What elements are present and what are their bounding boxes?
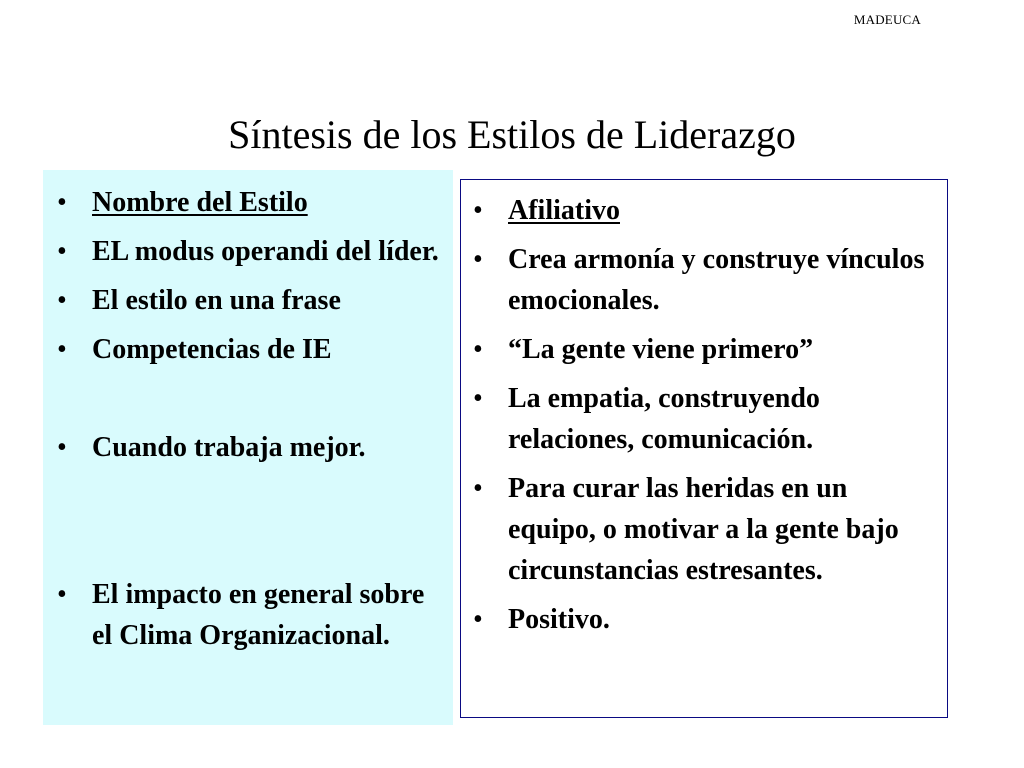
criteria-item-label: El estilo en una frase bbox=[92, 285, 341, 316]
style-detail-modus-operandi bbox=[473, 239, 935, 321]
style-detail-name bbox=[473, 190, 935, 231]
style-detail-panel bbox=[460, 179, 948, 718]
bullet-icon: • bbox=[57, 236, 67, 267]
style-detail-label: Crea armonía y construye vínculos emocionales. bbox=[508, 244, 925, 316]
bullet-icon: • bbox=[57, 432, 67, 463]
bullet-icon: • bbox=[473, 383, 483, 414]
madeuca-watermark: MADEUCA bbox=[853, 12, 921, 27]
style-detail-label: Afiliativo bbox=[508, 195, 620, 226]
bullet-icon: • bbox=[57, 334, 67, 365]
bullet-icon: • bbox=[473, 473, 483, 504]
style-detail-label: “La gente viene primero” bbox=[508, 334, 814, 365]
style-detail-when-works-best bbox=[473, 468, 935, 591]
bullet-icon: • bbox=[57, 579, 67, 610]
bullet-icon: • bbox=[57, 187, 67, 218]
criteria-item-style-name bbox=[57, 182, 445, 223]
style-detail-climate-impact bbox=[473, 599, 935, 640]
bullet-icon: • bbox=[57, 285, 67, 316]
criteria-item-competencies bbox=[57, 329, 445, 370]
style-detail-phrase bbox=[473, 329, 935, 370]
criteria-item-label: EL modus operandi del líder. bbox=[92, 236, 439, 267]
bullet-icon: • bbox=[473, 195, 483, 226]
bullet-icon: • bbox=[473, 244, 483, 275]
criteria-panel bbox=[43, 170, 453, 725]
style-detail-label: Para curar las heridas en un equipo, o motivar a la gente bajo circunstancias estresantes. bbox=[508, 473, 899, 586]
criteria-item-label: Cuando trabaja mejor. bbox=[92, 432, 366, 463]
bullet-icon: • bbox=[473, 334, 483, 365]
style-detail-competencies bbox=[473, 378, 935, 460]
criteria-item-label: Nombre del Estilo bbox=[92, 187, 308, 218]
criteria-list bbox=[57, 182, 445, 656]
criteria-item-modus-operandi bbox=[57, 231, 445, 272]
criteria-item-when-works-best bbox=[57, 427, 445, 468]
criteria-item-climate-impact bbox=[57, 574, 445, 656]
style-detail-label: Positivo. bbox=[508, 604, 610, 635]
style-detail-list bbox=[473, 190, 935, 640]
slide-title: Síntesis de los Estilos de Liderazgo bbox=[228, 112, 796, 157]
style-detail-label: La empatia, construyendo relaciones, comunicación. bbox=[508, 383, 820, 455]
criteria-item-phrase bbox=[57, 280, 445, 321]
bullet-icon: • bbox=[473, 604, 483, 635]
criteria-item-label: El impacto en general sobre el Clima Organizacional. bbox=[92, 579, 425, 651]
criteria-item-label: Competencias de IE bbox=[92, 334, 332, 365]
